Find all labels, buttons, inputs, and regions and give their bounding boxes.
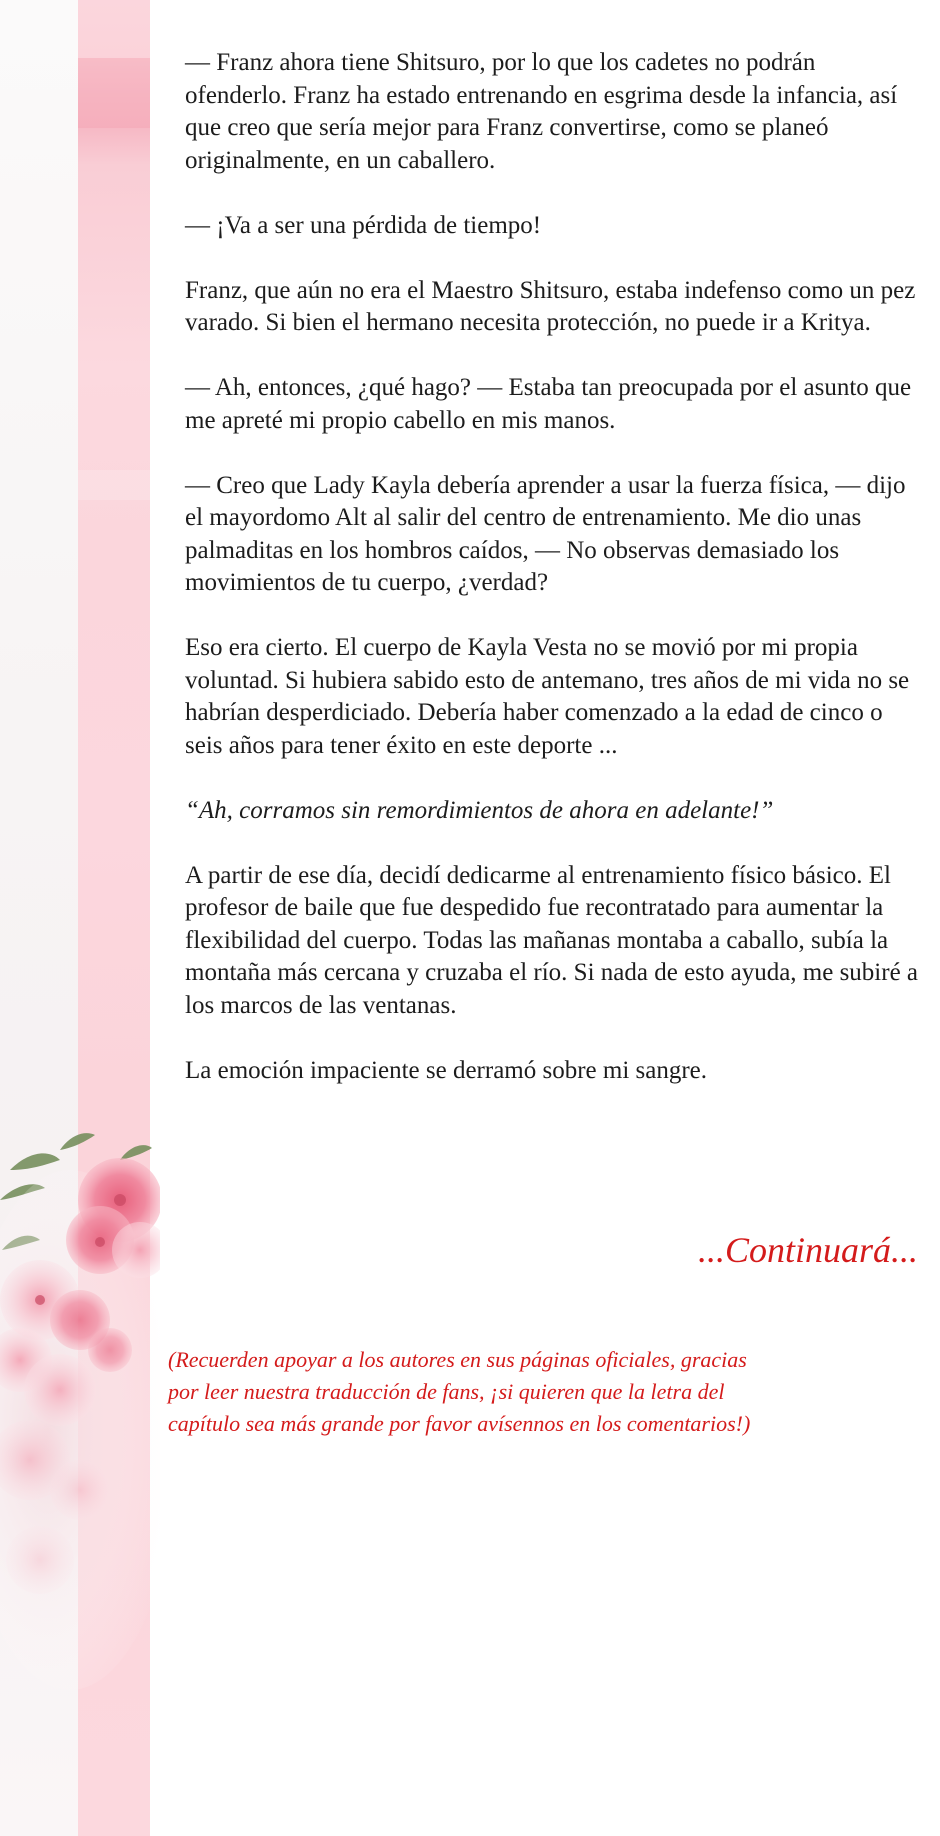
story-paragraph: — Ah, entonces, ¿qué hago? — Estaba tan preocupada por el asunto que me apreté mi propio cabello en mis manos.	[185, 374, 912, 434]
ribbon-highlight-band	[78, 470, 150, 500]
story-paragraph: — ¡Va a ser una pérdida de tiempo!	[185, 211, 542, 239]
story-text	[185, 47, 920, 1120]
story-paragraph: La emoción impaciente se derramó sobre mi sangre.	[185, 1056, 708, 1084]
translator-note: (Recuerden apoyar a los autores en sus páginas oficiales, gracias por leer nuestra traducción de fans, ¡si quieren que la letra del capítulo sea más grande por favor avísennos en los comentarios!)	[168, 1347, 751, 1436]
story-thought-paragraph: “Ah, corramos sin remordimientos de ahora en adelante!”	[185, 796, 774, 824]
continue-label: ...Continuará...	[697, 1230, 918, 1270]
story-paragraph: Franz, que aún no era el Maestro Shitsuro, estaba indefenso como un pez varado. Si bien el hermano necesita protección, no puede ir a Kritya.	[185, 276, 916, 336]
story-paragraph: — Creo que Lady Kayla debería aprender a usar la fuerza física, — dijo el mayordomo Alt al salir del centro de entrenamiento. Me dio unas palmaditas en los hombros caídos, — No observas demasiado los movimientos de tu cuerpo, ¿verdad?	[185, 471, 906, 596]
ribbon-accent-band	[78, 58, 150, 128]
story-paragraph: — Franz ahora tiene Shitsuro, por lo que los cadetes no podrán ofenderlo. Franz ha estado entrenando en esgrima desde la infancia, así que creo que sería mejor para Franz convertirse, como se planeó originalmente, en un caballero.	[185, 49, 898, 174]
flower-decoration-icon	[0, 1130, 160, 1710]
story-paragraph: A partir de ese día, decidí dedicarme al entrenamiento físico básico. El profesor de baile que fue despedido fue recontratado para aumentar la flexibilidad del cuerpo. Todas las mañanas montaba a caballo, subía la montaña más cercana y cruzaba el río. Si nada de esto ayuda, me subiré a los marcos de las ventanas.	[185, 861, 919, 1019]
story-paragraph: Eso era cierto. El cuerpo de Kayla Vesta no se movió por mi propia voluntad. Si hubiera sabido esto de antemano, tres años de mi vida no se habrían desperdiciado. Debería haber comenzado a la edad de cinco o seis años para tener éxito en este deporte ...	[185, 634, 910, 759]
